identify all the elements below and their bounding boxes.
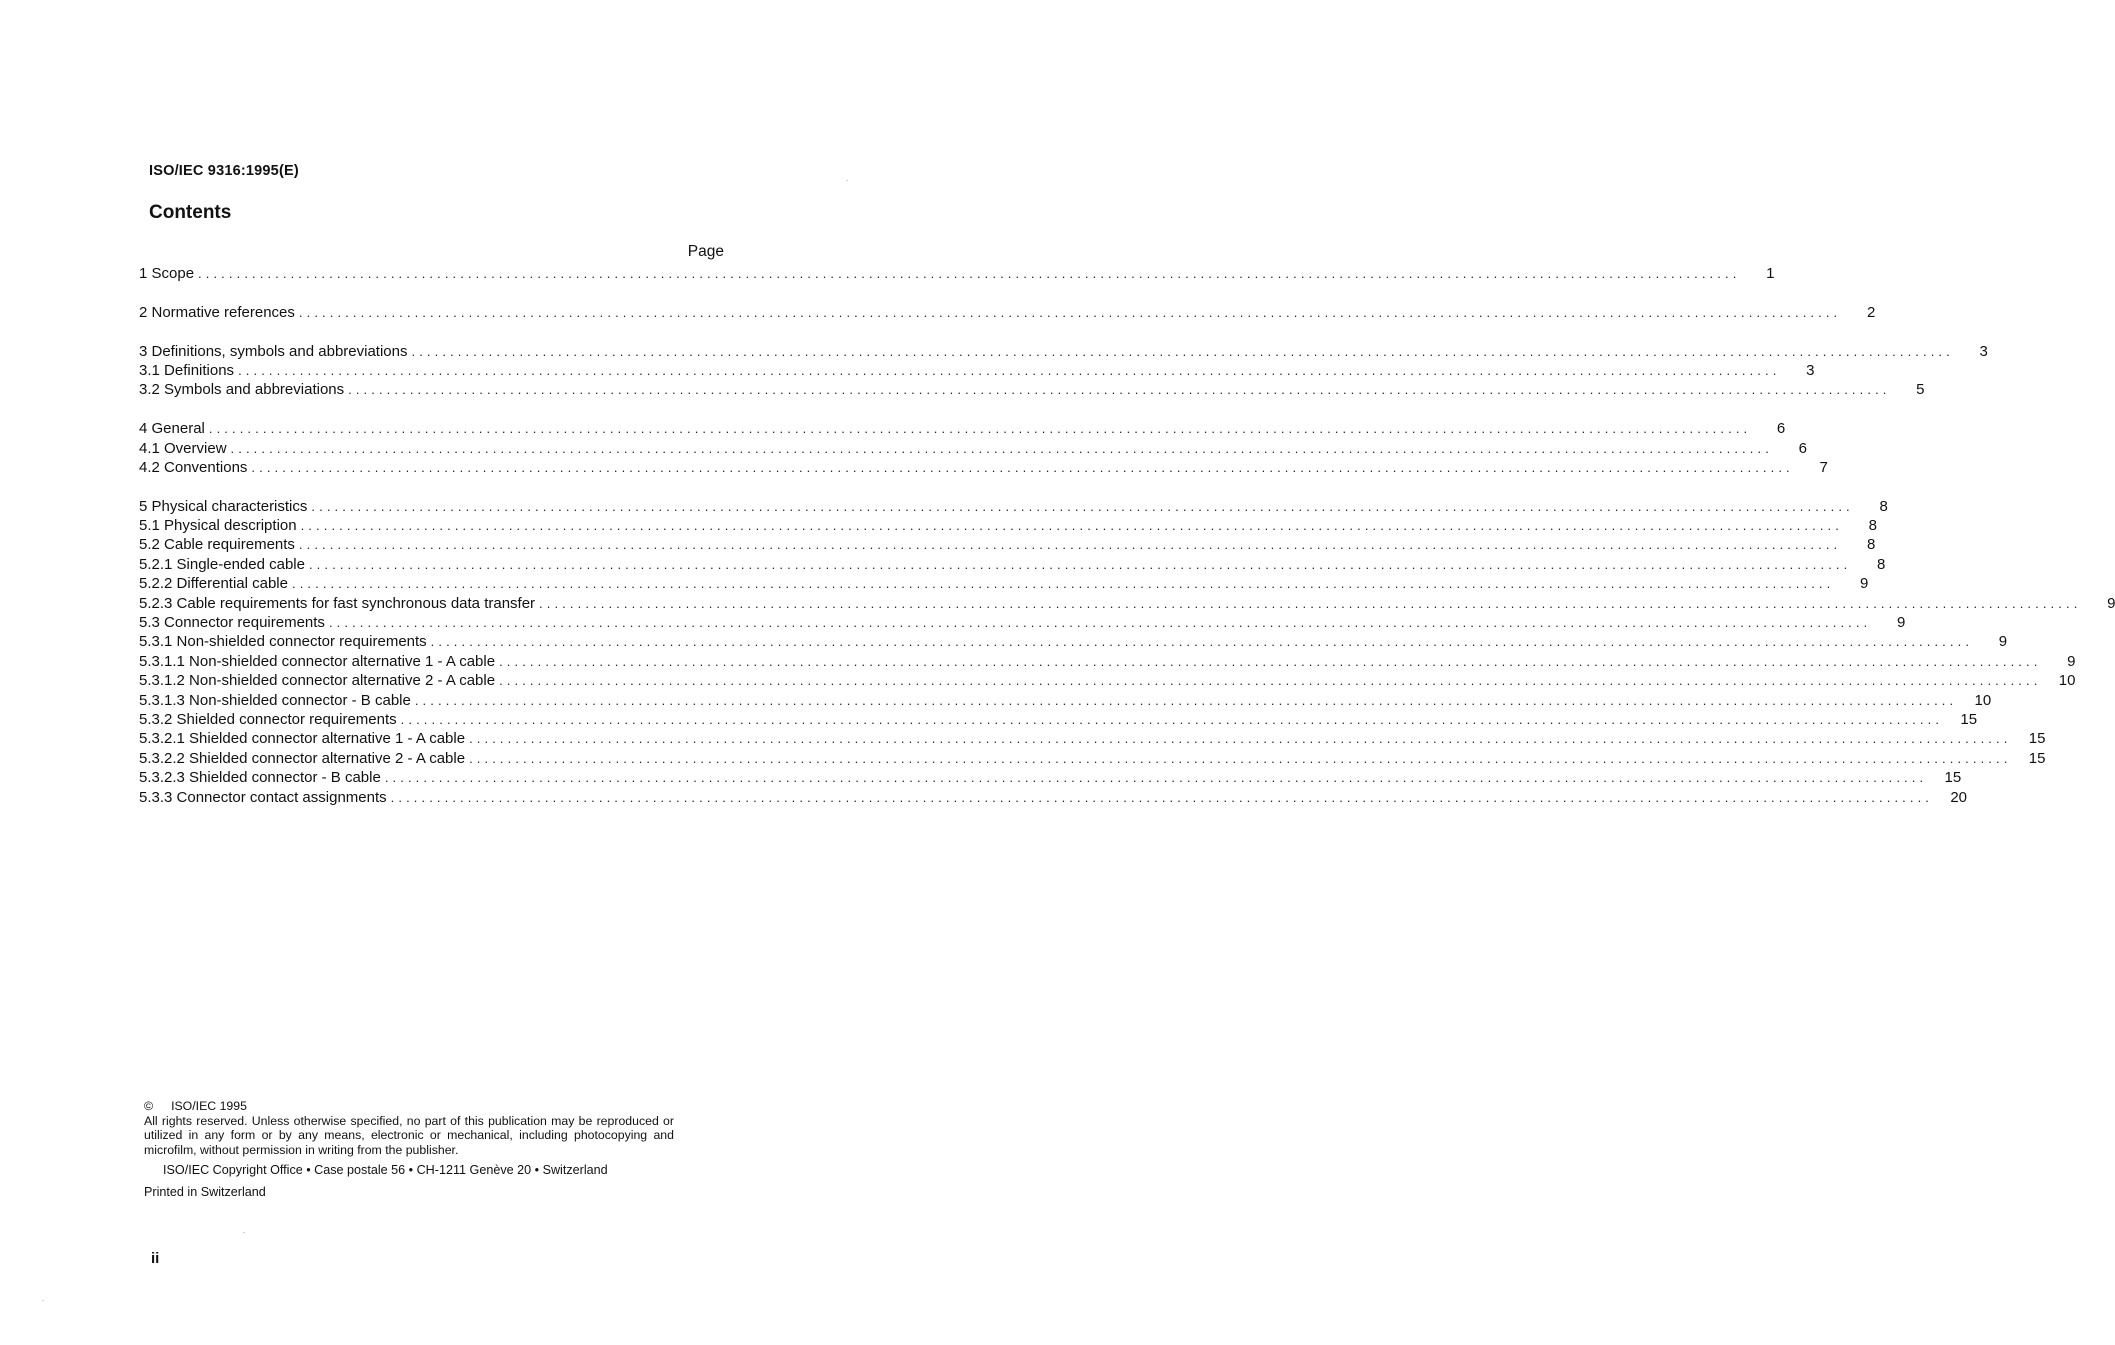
toc-entry bbox=[139, 497, 1888, 516]
toc-entry-page: 6 bbox=[1798, 439, 1807, 457]
toc-entry bbox=[139, 574, 1869, 593]
toc-leader-dots: ........................................................................................................................................................................................................ bbox=[430, 634, 1974, 650]
toc-entry bbox=[139, 264, 1775, 283]
toc-entry-page: 9 bbox=[1896, 614, 1906, 632]
toc-entry-title: 5.3.3 Connector contact assignments bbox=[139, 788, 387, 806]
toc-entry-page: 3 bbox=[1806, 361, 1815, 379]
toc-entry bbox=[139, 419, 1786, 438]
toc-entry-title: 3.1 Definitions bbox=[139, 361, 235, 379]
toc-entry-page: 8 bbox=[1877, 555, 1886, 573]
toc-entry bbox=[139, 613, 1906, 632]
toc-entry-title: 5.2.1 Single-ended cable bbox=[139, 555, 305, 573]
toc-leader-dots: ........................................................................................................................................................................................................ bbox=[208, 421, 1752, 437]
toc-entry-title: 5.3.1.1 Non-shielded connector alternative 1 - A cable bbox=[139, 652, 496, 670]
toc-entry-page: 9 bbox=[2107, 594, 2115, 612]
scan-speck bbox=[243, 1232, 245, 1233]
copyright-office-address: ISO/IEC Copyright Office • Case postale 56 • CH-1211 Genève 20 • Switzerland bbox=[163, 1163, 608, 1178]
toc-entry bbox=[139, 361, 1815, 380]
toc-entry-page: 8 bbox=[1866, 536, 1876, 554]
toc-leader-dots: ........................................................................................................................................................................................................ bbox=[198, 266, 1741, 281]
toc-leader-dots: ........................................................................................................................................................................................................ bbox=[469, 750, 2012, 766]
toc-leader-dots: ........................................................................................................................................................................................................ bbox=[469, 731, 2012, 747]
toc-entry bbox=[139, 710, 1978, 729]
scan-speck bbox=[846, 180, 848, 181]
contents-heading: Contents bbox=[149, 202, 232, 223]
printed-in-note: Printed in Switzerland bbox=[144, 1184, 266, 1199]
toc-entry bbox=[139, 516, 1877, 535]
copyright-block bbox=[144, 1099, 674, 1200]
toc-entry-title: 5.3.2.2 Shielded connector alternative 2 - A cable bbox=[139, 749, 466, 767]
toc-entry-title: 3.2 Symbols and abbreviations bbox=[139, 381, 345, 399]
toc-entry-page: 9 bbox=[1998, 633, 2008, 651]
toc-leader-dots: ........................................................................................................................................................................................................ bbox=[328, 615, 1872, 631]
toc-leader-dots: ........................................................................................................................................................................................................ bbox=[251, 459, 1794, 475]
toc-leader-dots: ........................................................................................................................................................................................................ bbox=[311, 498, 1854, 514]
page-number: ii bbox=[151, 1250, 160, 1267]
toc-leader-dots: ........................................................................................................................................................................................................ bbox=[499, 673, 2042, 689]
scan-speck bbox=[42, 1300, 44, 1301]
copyright-holder: ISO/IEC 1995 bbox=[171, 1099, 247, 1113]
toc-entry-title: 5.3.1.3 Non-shielded connector - B cable bbox=[139, 691, 411, 709]
toc-entry-page: 3 bbox=[1979, 342, 1988, 360]
toc-leader-dots: ........................................................................................................................................................................................................ bbox=[499, 653, 2042, 669]
toc-leader-dots: ........................................................................................................................................................................................................ bbox=[298, 537, 1842, 553]
toc-leader-dots: ........................................................................................................................................................................................................ bbox=[230, 440, 1773, 456]
table-of-contents bbox=[139, 264, 2115, 807]
toc-entry-page: 15 bbox=[2028, 749, 2046, 767]
document-id: ISO/IEC 9316:1995(E) bbox=[149, 163, 299, 179]
toc-entry-title: 5.3.2.1 Shielded connector alternative 1 - A cable bbox=[139, 730, 466, 748]
toc-entry bbox=[139, 671, 2076, 690]
toc-leader-dots: ........................................................................................................................................................................................................ bbox=[384, 770, 1928, 786]
toc-entry bbox=[139, 439, 1807, 458]
toc-leader-dots: ........................................................................................................................................................................................................ bbox=[348, 382, 1891, 398]
toc-leader-dots: ........................................................................................................................................................................................................ bbox=[298, 304, 1842, 320]
toc-entry bbox=[139, 749, 2046, 768]
toc-entry bbox=[139, 691, 1992, 710]
toc-entry-page: 15 bbox=[1944, 769, 1962, 787]
toc-leader-dots: ........................................................................................................................................................................................................ bbox=[238, 362, 1781, 378]
toc-entry-page: 6 bbox=[1776, 420, 1786, 438]
toc-leader-dots: ........................................................................................................................................................................................................ bbox=[400, 711, 1944, 727]
toc-leader-dots: ........................................................................................................................................................................................................ bbox=[539, 595, 2082, 611]
toc-entry bbox=[139, 555, 1886, 574]
toc-entry bbox=[139, 380, 1925, 399]
toc-entry-title: 5.3 Connector requirements bbox=[139, 614, 325, 632]
toc-entry-title: 2 Normative references bbox=[139, 303, 295, 321]
toc-entry bbox=[139, 652, 2076, 671]
toc-entry-title: 4 General bbox=[139, 420, 205, 438]
toc-entry-title: 4.1 Overview bbox=[139, 439, 227, 457]
toc-entry-title: 5.3.2.3 Shielded connector - B cable bbox=[139, 769, 381, 787]
toc-entry-page: 2 bbox=[1866, 303, 1876, 321]
toc-entry-title: 5.2.2 Differential cable bbox=[139, 575, 288, 593]
toc-entry-page: 1 bbox=[1766, 265, 1775, 282]
toc-entry-page: 15 bbox=[1960, 710, 1978, 728]
toc-leader-dots: ........................................................................................................................................................................................................ bbox=[300, 518, 1843, 534]
toc-entry bbox=[139, 788, 1968, 807]
toc-leader-dots: ........................................................................................................................................................................................................ bbox=[411, 343, 1954, 359]
toc-entry bbox=[139, 342, 1988, 361]
page-column-label: Page bbox=[687, 243, 724, 260]
copyright-symbol: © bbox=[144, 1099, 154, 1113]
toc-entry bbox=[139, 458, 1828, 477]
toc-entry-title: 5.3.1 Non-shielded connector requirements bbox=[139, 633, 427, 651]
toc-entry-title: 5.3.2 Shielded connector requirements bbox=[139, 710, 397, 728]
toc-entry-title: 5.1 Physical description bbox=[139, 517, 297, 535]
toc-entry bbox=[139, 729, 2046, 748]
toc-entry-title: 5.2.3 Cable requirements for fast synchronous data transfer bbox=[139, 594, 536, 612]
toc-entry-page: 9 bbox=[2067, 652, 2076, 670]
toc-entry-page: 8 bbox=[1868, 517, 1877, 535]
toc-entry-title: 4.2 Conventions bbox=[139, 458, 248, 476]
toc-entry-page: 8 bbox=[1879, 497, 1888, 515]
toc-entry bbox=[139, 632, 2008, 651]
toc-entry-title: 1 Scope bbox=[139, 265, 195, 282]
toc-entry bbox=[139, 594, 2115, 613]
toc-entry-page: 5 bbox=[1916, 381, 1925, 399]
toc-entry-title: 5.3.1.2 Non-shielded connector alternative 2 - A cable bbox=[139, 672, 496, 690]
toc-entry-page: 9 bbox=[1860, 575, 1869, 593]
toc-leader-dots: ........................................................................................................................................................................................................ bbox=[414, 692, 1958, 708]
toc-entry bbox=[139, 303, 1876, 322]
toc-leader-dots: ........................................................................................................................................................................................................ bbox=[308, 556, 1852, 572]
rights-statement: All rights reserved. Unless otherwise specified, no part of this publication may be reproduced or utilized in any form or by any means, electronic or mechanical, including photocopying and microfilm, without permission in writing from the publisher. bbox=[144, 1113, 674, 1157]
toc-entry-page: 10 bbox=[2058, 672, 2076, 690]
toc-entry-title: 5 Physical characteristics bbox=[139, 497, 308, 515]
toc-entry-page: 10 bbox=[1974, 691, 1992, 709]
toc-leader-dots: ........................................................................................................................................................................................................ bbox=[390, 789, 1934, 805]
toc-entry bbox=[139, 768, 1962, 787]
toc-entry-page: 7 bbox=[1819, 458, 1828, 476]
toc-leader-dots: ........................................................................................................................................................................................................ bbox=[291, 576, 1835, 592]
toc-entry-title: 5.2 Cable requirements bbox=[139, 536, 295, 554]
toc-entry-page: 15 bbox=[2028, 730, 2046, 748]
toc-entry-page: 20 bbox=[1950, 788, 1968, 806]
toc-entry bbox=[139, 535, 1876, 554]
toc-entry-title: 3 Definitions, symbols and abbreviations bbox=[139, 342, 408, 360]
